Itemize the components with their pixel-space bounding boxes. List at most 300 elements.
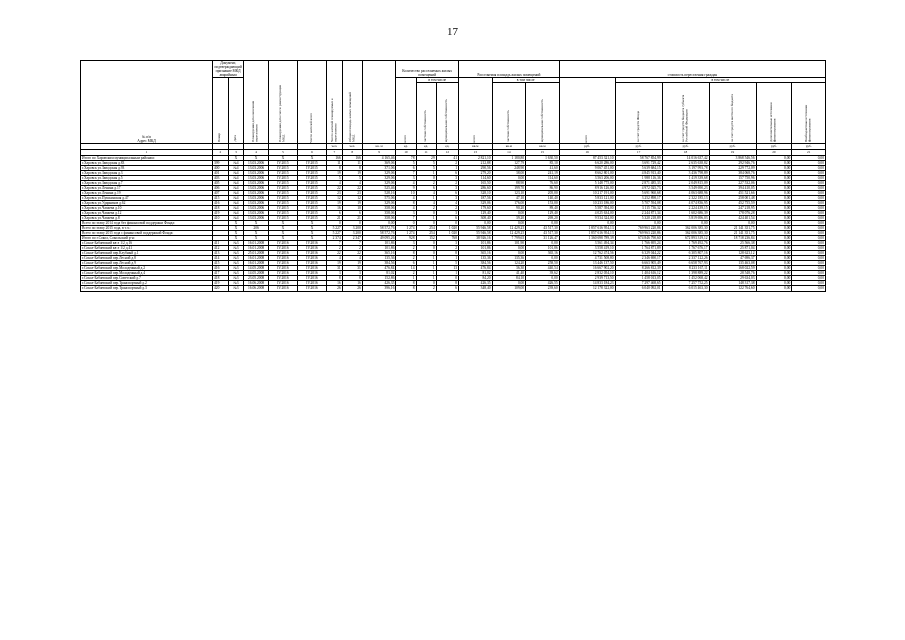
table-cell: IV.2015 [268,206,297,211]
table-cell: 7 [396,171,416,176]
table-cell: 6 015 463,30 [662,286,709,291]
table-cell: 1 [416,196,436,201]
table-cell: 0 [416,221,436,226]
table-cell: 452 755,59 [709,201,756,206]
table-cell: 49 095,26 [362,236,396,241]
table-cell: 31 126,47 [526,236,560,241]
table-cell: IV.2015 [297,201,326,206]
table-cell: г.Сокол-Бабаевский пер.Транспортный д.3 [81,286,213,291]
table-cell: 2 939 713,50 [559,276,615,281]
table-cell: 25 871,04 [709,246,756,251]
table-cell: №3 [228,246,244,251]
table-cell: 0,00 [792,161,826,166]
table-cell: 10 [396,191,416,196]
table-cell: 415 [212,196,228,201]
table-cell: №3 [228,251,244,256]
table-cell: 254 [416,231,436,236]
table-cell: г.Сокол-Бабаевский кв-л 1/2 д.16 [81,241,213,246]
table-cell: 1 [396,276,416,281]
table-cell: 413 [212,251,228,256]
table-cell: г.Харовск ул.Заводская д.83 [81,161,213,166]
table-cell: 358,06 [362,211,396,216]
table-cell: 16 667 902,20 [559,266,615,271]
table-cell: 0 [327,221,343,226]
table-cell: IV.2015 [297,161,326,166]
table-cell: 16 [327,281,343,286]
table-cell: 41,40 [492,271,526,276]
table-cell: 4 [416,191,436,196]
table-cell: 47,10 [492,196,526,201]
table-cell: 290,56 [459,166,493,171]
table-cell: 178 076,28 [709,211,756,216]
table-cell: IV.2016 [297,276,326,281]
table-cell: 13.03.2006 [244,206,269,211]
column-number-cell: 5 [268,150,297,156]
table-cell: 1 398 889,22 [662,271,709,276]
table-cell: 0,00 [792,286,826,291]
table-cell: 1 [436,256,458,261]
table-cell: 2 347 [342,236,362,241]
table-cell: 1 857 616 954,13 [559,226,615,231]
table-cell: 85,10 [526,161,560,166]
table-cell: Итого по Харовским муниципальным районам: [81,156,213,161]
table-cell: 1 360 698 789,39 [559,236,615,241]
table-cell: 4 [342,181,362,186]
table-cell: 166 [342,156,362,161]
table-cell: 1 [416,256,436,261]
table-cell: №3 [228,271,244,276]
table-cell: 18 718 236,84 [709,236,756,241]
table-cell: 362 006 385,30 [662,231,709,236]
table-cell: 1 630,50 [526,156,560,161]
table-cell: 26 [327,286,343,291]
header-row-1 [81,61,826,78]
table-cell: IV.2015 [268,216,297,221]
table-cell: 90,20 [492,206,526,211]
table-cell: 0,00 [756,251,792,256]
table-cell: 400 [212,166,228,171]
table-cell: 0,00 [492,176,526,181]
table-cell: 0,00 [792,271,826,276]
table-cell: 248,90 [492,166,526,171]
unit-cell: руб. [662,144,709,150]
table-cell: 152 [416,236,436,241]
table-cell: 4 731 508,80 [559,256,615,261]
table-cell: 58 767 854,99 [615,156,662,161]
table-cell: 16 [342,281,362,286]
table-cell: 11 [342,161,362,166]
table-cell: IV.2015 [297,216,326,221]
table-cell: 6 663 905,49 [615,261,662,266]
table-cell: 89,40 [526,206,560,211]
resettlement-register-table [80,60,826,292]
table-cell: 5 [416,161,436,166]
table-cell: 3 549 690,23 [662,186,709,191]
table-cell: 0,00 [756,216,792,221]
table-cell: 153,00 [526,201,560,206]
table-cell: 227 532,06 [709,181,756,186]
table-cell: 3 [396,211,416,216]
header-area-including: в том числе [492,78,559,83]
table-cell: 0,00 [756,281,792,286]
table-cell: IV.2016 [268,251,297,256]
table-cell: 36,30 [492,266,526,271]
table-cell: г.Сокол-Бабаевский пер.Лесной д.8 [81,256,213,261]
table-cell: IV.2015 [268,161,297,166]
table-cell: 3 691 729,42 [615,161,662,166]
table-cell: №4 [228,186,244,191]
column-number-cell: 1 [81,150,213,156]
column-number-cell: 16 [559,150,615,156]
table-cell: 23 [342,191,362,196]
table-cell: 0,00 [756,201,792,206]
table-cell: X [228,221,244,226]
table-cell: 258,50 [526,261,560,266]
table-cell: IV.2015 [268,201,297,206]
table-cell: 419 [212,211,228,216]
table-cell: 1 [416,216,436,221]
table-cell: 0,00 [756,176,792,181]
table-cell: X [297,221,326,226]
table-row [81,286,826,291]
column-number-cell: 13 [459,150,493,156]
table-cell: 5 833 121,00 [559,196,615,201]
table-cell: 140,40 [526,196,560,201]
table-cell: 1 020 [436,226,458,231]
table-cell: 13.03.2006 [244,196,269,201]
header-rooms-private: частная собственность [416,83,436,144]
table-cell: 416 [212,201,228,206]
table-cell: 0,00 [526,241,560,246]
table-cell: 43 517,30 [526,231,560,236]
table-cell: 0,00 [756,236,792,241]
table-cell: 418 [212,276,228,281]
table-cell: X [297,231,326,236]
table-cell: 0,00 [756,156,792,161]
table-cell: IV.2016 [268,261,297,266]
table-cell: 329,06 [362,201,396,206]
table-cell: 0,00 [756,166,792,171]
table-cell: 394 410,05 [709,186,756,191]
table-cell: 21 [342,216,362,221]
table-cell: 87 453 321,10 [559,156,615,161]
table-cell: 129,40 [459,211,493,216]
table-cell: 28 548,76 [709,271,756,276]
table-cell: 3 [436,241,458,246]
table-cell: 417 [212,271,228,276]
table-cell: 0,00 [792,201,826,206]
table-cell: 426,35 [362,281,396,286]
table-cell: IV.2015 [297,171,326,176]
table-cell: 5 691 960,68 [615,191,662,196]
table-cell: 29 [416,156,436,161]
table-cell: IV.2016 [297,261,326,266]
table-cell: 406 [212,186,228,191]
table-cell: 6 [396,261,416,266]
table-cell: 8 [342,276,362,281]
table-cell: 7 [396,216,416,221]
table-cell: IV.2015 [268,181,297,186]
table-cell: 3 200 [342,231,362,236]
header-cost-total: всего [559,78,615,144]
table-cell: 3 197 993,78 [662,166,709,171]
table-cell: 0,00 [492,251,526,256]
table-cell: X [297,226,326,231]
table-cell: 3 558 419,10 [559,246,615,251]
table-cell: 16.06.2008 [244,281,269,286]
table-cell: 0,00 [792,246,826,251]
header-residents: Число жителей всего [297,61,326,144]
table-cell: IV.2016 [268,246,297,251]
header-spacer [362,61,396,144]
table-cell: 329,06 [362,181,396,186]
table-cell: 12 762 474,56 [559,251,615,256]
table-cell: 8 662 801,00 [559,171,615,176]
table-cell: 109,00 [492,286,526,291]
column-number-cell: 6 [297,150,326,156]
table-cell: 16.06.2008 [244,286,269,291]
table-cell: 4 [396,206,416,211]
table-cell: г.Харовск ул.Чапаева д.12 [81,211,213,216]
table-cell: 22 [342,186,362,191]
table-cell: 2 [436,246,458,251]
table-cell: 2 244 871,34 [615,211,662,216]
table-cell: 25.01.2008 [244,251,269,256]
table-cell: 329,06 [459,201,493,206]
table-cell: 13.03.2006 [244,186,269,191]
header-additional-sources: Дополнительные источники финансирования [756,83,792,144]
table-cell: IV.2015 [297,186,326,191]
table-cell: 7 799,65 [492,236,526,241]
header-area-total: всего [459,78,493,144]
table-cell: 7 [342,241,362,246]
table-cell: 39,20 [492,216,526,221]
table-cell: 4 025 634,00 [559,211,615,216]
table-cell: 81,02 [362,271,396,276]
table-cell: 12 429,25 [492,226,526,231]
table-cell: 81,02 [459,271,493,276]
table-cell: 13.03.2006 [244,191,269,196]
table-cell: 525,46 [362,186,396,191]
table-cell: 5 [396,161,416,166]
header-planned-resettlement: Планируемая дата окончания переселения [244,61,269,144]
table-cell: 3 200 [342,226,362,231]
table-cell: 31 [342,266,362,271]
table-cell: 205,00 [526,191,560,196]
table-cell: 21 [327,216,343,221]
table-cell: 3 [436,211,458,216]
table-cell: IV.2016 [268,256,297,261]
table-cell: 5 320 218,89 [615,216,662,221]
table-cell: 5 639 684,15 [615,166,662,171]
table-cell: 0 [436,276,458,281]
table-cell: 0,00 [492,281,526,286]
table-cell: 2 635 638,82 [662,161,709,166]
table-cell: №4 [228,196,244,201]
table-cell: X [244,236,269,241]
table-cell: 152,86 [362,276,396,281]
table-cell: 2 374 [327,236,343,241]
table-cell: 3 563 206,00 [559,176,615,181]
table-cell: 292 946,76 [709,161,756,166]
table-cell: 3 561 494,34 [559,241,615,246]
table-cell: 13.03.2006 [244,171,269,176]
table-cell: 384,56 [459,261,493,266]
column-number-cell: 18 [662,150,709,156]
table-cell: 127,79 [492,161,526,166]
table-cell: 13.03.2006 [244,201,269,206]
table-cell: 4 [327,181,343,186]
table-cell: 13.03.2006 [244,176,269,181]
table-cell: IV.2016 [297,286,326,291]
column-number-cell: 9 [362,150,396,156]
table-cell: №4 [228,211,244,216]
table-cell: IV.2016 [297,281,326,286]
table-cell: 241,19 [526,171,560,176]
table-cell: Всего по этапу 2015 года, в т.ч.: [81,226,213,231]
table-cell: 8 [396,201,416,206]
table-cell: IV.2016 [268,266,297,271]
table-cell: 212,88 [459,161,493,166]
table-cell: 0,00 [792,191,826,196]
table-cell: 258 001,48 [709,196,756,201]
table-cell: 78 [396,156,416,161]
table-cell: 329,06 [362,176,396,181]
table-cell: 43 517,30 [526,226,560,231]
column-number-cell: 7 [327,150,343,156]
table-cell: №4 [228,216,244,221]
table-cell: X [297,156,326,161]
table-cell: 9 067 451,00 [559,166,615,171]
table-cell: 358,06 [362,206,396,211]
table-cell: 0 [342,221,362,226]
table-cell: 31 [327,266,343,271]
table-cell: 14 [396,266,416,271]
table-cell: 11 [327,161,343,166]
table-cell: №3 [228,241,244,246]
header-rooms-group: Количество расселяемых жилых помещений [396,61,459,78]
column-number-cell: 19 [709,150,756,156]
table-cell: 6 [416,186,436,191]
table-cell: №4 [228,201,244,206]
table-cell: 22 [327,186,343,191]
table-cell: 4 165,46 [362,156,396,161]
table-cell: 199,70 [492,186,526,191]
table-cell: 0,00 [792,256,826,261]
table-cell: X [297,236,326,241]
header-rooms-municipal: муниципальная собственность [436,83,458,144]
column-number-cell: 21 [792,150,826,156]
column-number-cell: 20 [756,150,792,156]
table-cell: 14.05.2008 [244,271,269,276]
header-doc-number: Номер [212,78,228,144]
table-cell: 0 [436,221,458,226]
table-cell: 2 [436,161,458,166]
table-cell: 3 [436,186,458,191]
table-cell: 9 [396,186,416,191]
table-cell: 0,00 [756,196,792,201]
table-cell: 16.01.2008 [244,261,269,266]
table-cell: №4 [228,206,244,211]
table-cell: 22 [342,251,362,256]
table-cell: 407 [212,191,228,196]
table-cell: 239,60 [526,286,560,291]
table-cell: 84,20 [459,276,493,281]
header-planned-demolition: Планируемая дата сноса/ реконструкции МКД [268,61,297,144]
table-cell: IV.2015 [268,191,297,196]
table-cell: 286,60 [459,186,493,191]
table-cell: 1 769 492,76 [662,241,709,246]
table-cell: №4 [228,191,244,196]
table-cell: 3 [396,176,416,181]
table-cell: г.Харовск ул.Заводская д.7 [81,181,213,186]
table-cell: 8 [396,286,416,291]
table-cell: 418 [212,206,228,211]
column-number-cell: 14 [492,150,526,156]
table-cell: 2 [436,181,458,186]
table-cell: 1 020 [436,231,458,236]
table-cell: X [268,226,297,231]
table-cell: 0,00 [756,241,792,246]
table-cell: X [244,221,269,226]
table-cell: 384,56 [362,261,396,266]
table-cell: 0,00 [756,271,792,276]
header-rooms-including: в том числе [416,78,459,83]
table-cell: 6 620 286,00 [559,161,615,166]
table-cell: 6 [342,211,362,216]
table-cell: IV.2016 [297,251,326,256]
table-cell: 269,20 [526,216,560,221]
table-cell: 187,56 [459,196,493,201]
table-cell: 16.01.2008 [244,256,269,261]
table-cell: Всего по этапу 2015 года с финансовой поддержкой Фонда: [81,231,213,236]
table-cell: 424 401,54 [709,216,756,221]
table-cell: 0,00 [792,266,826,271]
table-cell: 4 845 913,40 [615,171,662,176]
column-number-cell: 4 [244,150,269,156]
table-cell: 176,00 [492,201,526,206]
table-cell: 0,00 [792,186,826,191]
table-cell: г.Харовск ул.Ленина д.17 [81,186,213,191]
table-cell: 411 [212,241,228,246]
table-cell: 10 233 186,00 [559,201,615,206]
table-cell: 4 [342,256,362,261]
table-cell: №3 [228,256,244,261]
column-number-cell: 11 [416,150,436,156]
table-cell: IV.2015 [268,176,297,181]
table-cell: №3 [228,266,244,271]
table-cell: 410 [212,216,228,221]
table-cell: г.Сокол-Бабаевский пер.Клубный д.1 [81,251,213,256]
table-cell: 0,00 [492,211,526,216]
table-cell: 12 [342,196,362,201]
table-cell: 0,00 [792,166,826,171]
table-cell: X [228,236,244,241]
table-cell: г.Сокол-Бабаевский кв-л 1/2 д.41 [81,246,213,251]
table-cell: 928 [396,236,416,241]
table-cell: 0,00 [709,221,756,226]
table-cell: 2 [416,286,436,291]
table-cell: IV.2016 [268,276,297,281]
table-cell: IV.2015 [297,166,326,171]
table-cell: 29 634,03 [709,276,756,281]
table-cell: 88,90 [492,181,526,186]
table-cell: 0 [416,246,436,251]
table-cell: 415 [212,261,228,266]
table-cell: 419 [212,281,228,286]
table-cell: 0,00 [792,241,826,246]
table-cell: 0,00 [756,181,792,186]
